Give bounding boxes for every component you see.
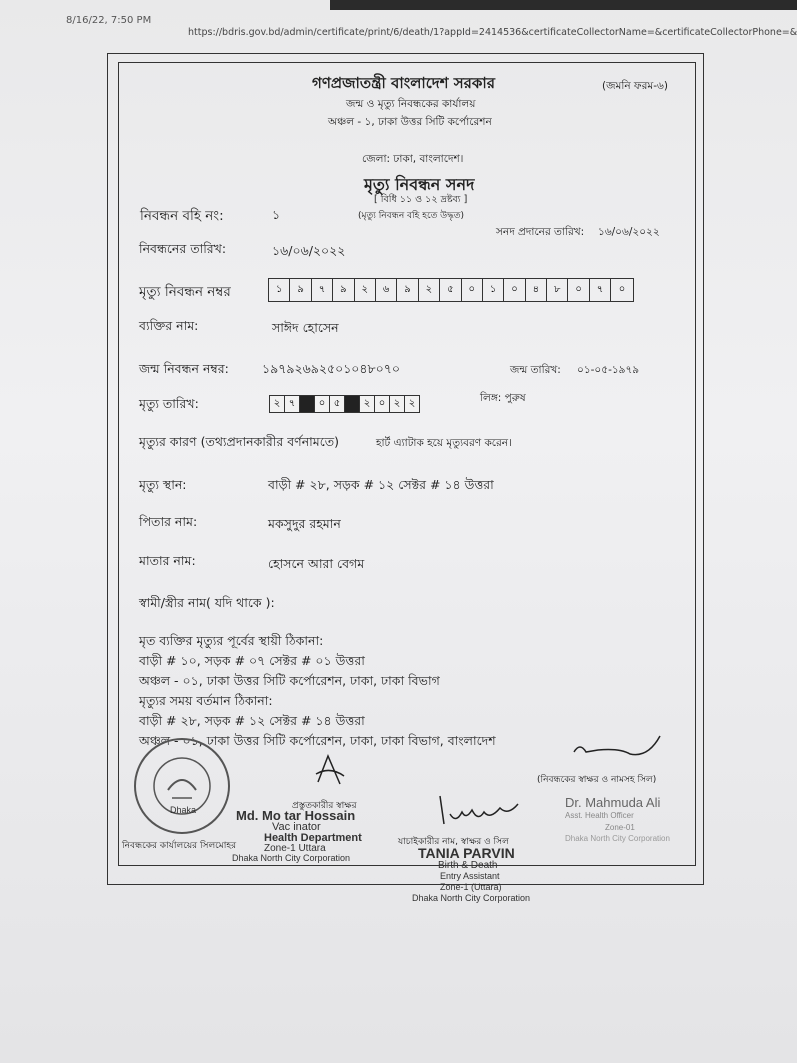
death-place-label: মৃত্যু স্থান: — [139, 477, 187, 492]
death-reg-digit: ২ — [355, 279, 376, 301]
issue-date-value: ১৬/০৬/২০২২ — [598, 226, 660, 238]
curr-addr-line2: অঞ্চল - ০১, ঢাকা উত্তর সিটি কর্পোরেশন, ঢাকা, ঢাকা বিভাগ, বাংলাদেশ — [139, 733, 496, 748]
gender: লিঙ্গ: পুরুষ — [480, 392, 526, 404]
seal-inner-text: Dhaka — [170, 805, 197, 815]
death-place-value: বাড়ী # ২৮, সড়ক # ১২ সেক্টর # ১৪ উত্তরা — [268, 477, 494, 492]
verifier-stamp-zone: Zone-1 (Uttara) — [440, 882, 502, 892]
reg-date-value: ১৬/০৬/২০২২ — [272, 243, 346, 258]
perm-addr-line2: অঞ্চল - ০১, ঢাকা উত্তর সিটি কর্পোরেশন, ঢাকা, ঢাকা বিভাগ — [139, 673, 440, 688]
death-reg-digit: ০ — [618, 283, 626, 295]
office-seal-label: নিবন্ধকের কার্যালয়ের সিলমোহর — [122, 841, 237, 851]
perm-addr-line1: বাড়ী # ১০, সড়ক # ০৭ সেক্টর # ০১ উত্তরা — [139, 653, 365, 668]
curr-addr-label: মৃত্যুর সময় বর্তমান ঠিকানা: — [139, 693, 273, 708]
death-reg-no-label: মৃত্যু নিবন্ধন নম্বর — [139, 284, 231, 300]
death-date-year-digit: ২ — [389, 395, 405, 413]
rule-reference: [ বিধি ১১ ও ১২ দ্রষ্টব্য ] — [374, 194, 468, 205]
death-reg-digit: ৭ — [590, 279, 611, 301]
register-value: ১ — [272, 207, 281, 222]
death-reg-digit: ৭ — [312, 279, 333, 301]
verifier-label: যাচাইকারীর নাম, স্বাক্ষর ও সিল — [398, 837, 509, 847]
preparer-stamp-corp: Dhaka North City Corporation — [232, 853, 351, 863]
seal-emblem-icon — [136, 740, 228, 832]
verifier-signature-icon — [430, 790, 530, 830]
office-name: জন্ম ও মৃত্যু নিবন্ধকের কার্যালয় — [346, 98, 476, 110]
spouse-label: স্বামী/স্ত্রীর নাম( যদি থাকে ): — [139, 595, 275, 610]
registrar-signature-label: (নিবন্ধকের স্বাক্ষর ও নামসহ সিল) — [537, 775, 657, 785]
reg-date-label: নিবন্ধনের তারিখ: — [139, 241, 227, 256]
death-date-year-digit: ০ — [374, 395, 390, 413]
death-reg-digit: ৪ — [526, 279, 547, 301]
verifier-stamp-name: TANIA PARVIN — [418, 845, 515, 861]
perm-addr-label: মৃত ব্যক্তির মৃত্যুর পূর্বের স্থায়ী ঠিকানা: — [139, 633, 324, 648]
death-reg-digit: ২ — [419, 279, 440, 301]
registrar-stamp-name: Dr. Mahmuda Ali — [565, 795, 661, 810]
death-date-month-digit: ০ — [314, 395, 330, 413]
registrar-stamp-title: Asst. Health Officer — [565, 811, 634, 820]
preparer-stamp-name: Md. Mo tar Hossain — [236, 808, 356, 823]
death-date-separator — [344, 395, 360, 413]
preparer-stamp-title: Vac inator — [272, 821, 321, 833]
print-url: https://bdris.gov.bd/admin/certificate/print/6/death/1?appId=2414536&certificateCollectorName=&certificateCollectorPhone=& — [188, 27, 797, 38]
registrar-stamp-corp: Dhaka North City Corporation — [565, 834, 670, 843]
verifier-stamp-corp: Dhaka North City Corporation — [412, 893, 531, 903]
death-reg-digit: ১ — [269, 279, 290, 301]
death-reg-digit: ৯ — [290, 279, 311, 301]
death-reg-digit: ০ — [568, 279, 589, 301]
verifier-stamp-title: Birth & Death — [438, 860, 498, 871]
mother-label: মাতার নাম: — [139, 553, 196, 568]
death-date-day-digit: ৭ — [284, 395, 300, 413]
preparer-stamp-dept: Health Department — [264, 832, 362, 844]
death-date-separator — [299, 395, 315, 413]
death-reg-digit: ৬ — [376, 279, 397, 301]
background-strip — [330, 0, 797, 10]
cause-label: মৃত্যুর কারণ (তথ্যপ্রদানকারীর বর্ণনামতে) — [139, 434, 340, 449]
office-seal — [134, 738, 230, 834]
death-date-label: মৃত্যু তারিখ: — [139, 396, 199, 411]
death-date-year-digit: ২ — [404, 395, 420, 413]
birth-date-label: জন্ম তারিখ: — [510, 364, 561, 376]
curr-addr-line1: বাড়ী # ২৮, সড়ক # ১২ সেক্টর # ১৪ উত্তরা — [139, 713, 365, 728]
birth-date-value: ০১-০৫-১৯৭৯ — [577, 364, 640, 376]
death-date-year-digit: ২ — [359, 395, 375, 413]
name-value: সাঈদ হোসেন — [272, 320, 339, 335]
death-reg-digit: ০ — [462, 279, 483, 301]
death-date-month-digit: ৫ — [329, 395, 345, 413]
zone-name: অঞ্চল - ১, ঢাকা উত্তর সিটি কর্পোরেশন — [328, 116, 492, 128]
birth-reg-value: ১৯৭৯২৬৯২৫০১০৪৮০৭০ — [262, 361, 401, 376]
birth-reg-label: জন্ম নিবন্ধন নম্বর: — [139, 361, 229, 376]
death-date-day-digit: ২ — [269, 395, 285, 413]
verifier-stamp-title2: Entry Assistant — [440, 871, 500, 881]
father-label: পিতার নাম: — [139, 514, 198, 529]
issue-date-label: সনদ প্রদানের তারিখ: — [496, 226, 585, 238]
death-reg-digit: ৮ — [547, 279, 568, 301]
death-reg-digit: ১ — [483, 279, 504, 301]
mother-value: হোসনে আরা বেগম — [268, 556, 365, 571]
register-label: নিবন্ধন বহি নং: — [140, 208, 224, 224]
registrar-signature-icon — [570, 728, 670, 768]
death-reg-digit: ০ — [504, 279, 525, 301]
death-reg-digit: ৯ — [397, 279, 418, 301]
name-label: ব্যক্তির নাম: — [139, 318, 199, 333]
certificate-title: মৃত্যু নিবন্ধন সনদ — [364, 175, 475, 194]
death-reg-no-grid — [268, 278, 634, 302]
district: জেলা: ঢাকা, বাংলাদেশ। — [362, 153, 464, 165]
death-date-grid — [269, 395, 419, 413]
preparer-signature-icon — [310, 752, 350, 790]
rule-note: (মৃত্যু নিবন্ধন বহি হতে উদ্ধৃত) — [358, 211, 465, 221]
print-datetime: 8/16/22, 7:50 PM — [66, 15, 152, 26]
preparer-signature-label: প্রস্তুতকারীর স্বাক্ষর — [292, 801, 357, 811]
form-number: (জমনি ফরম-৬) — [602, 80, 668, 92]
death-reg-digit: ৯ — [333, 279, 354, 301]
registrar-stamp-zone: Zone-01 — [605, 823, 635, 832]
government-title: গণপ্রজাতন্ত্রী বাংলাদেশ সরকার — [312, 74, 495, 92]
preparer-stamp-zone: Zone-1 Uttara — [264, 843, 326, 854]
cause-value: হার্ট এ্যাটাক হয়ে মৃত্যুবরণ করেন। — [376, 437, 512, 449]
death-reg-digit: ৫ — [440, 279, 461, 301]
father-value: মকসুদুর রহমান — [268, 516, 341, 531]
